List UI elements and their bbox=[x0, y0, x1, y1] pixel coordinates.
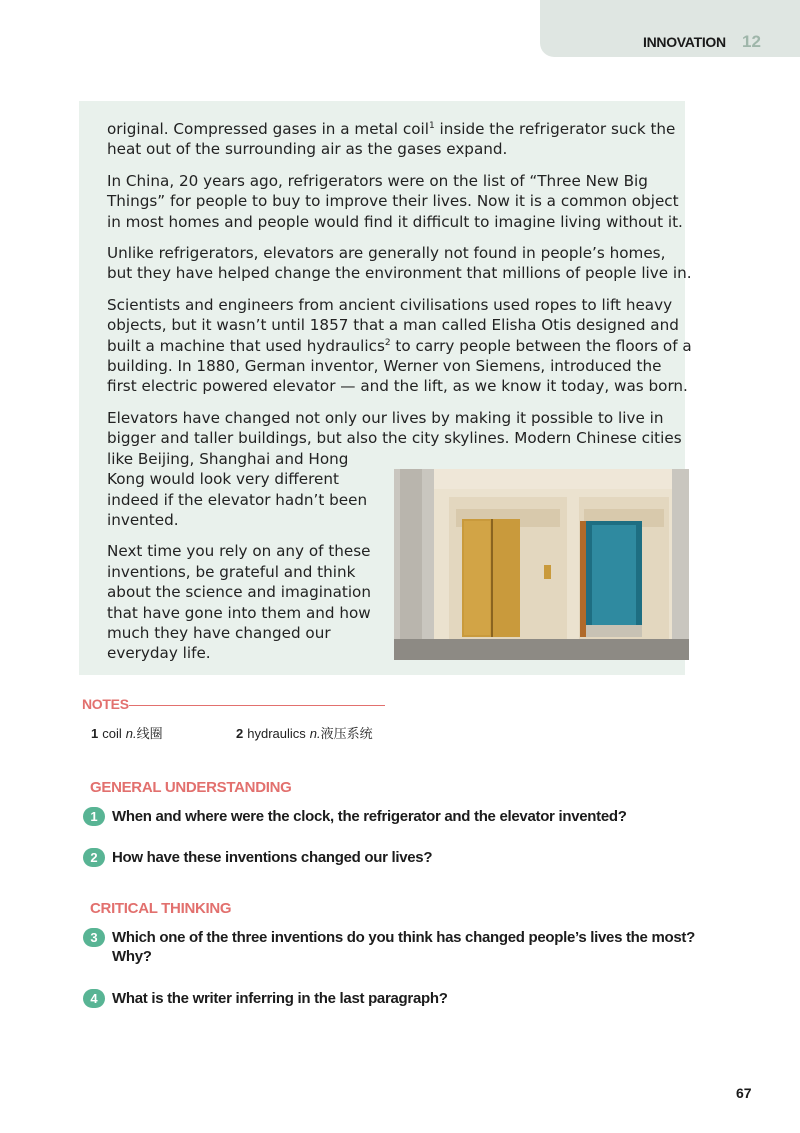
elevator-illustration bbox=[394, 469, 689, 660]
paragraph-1: original. Compressed gases in a metal coil$^1$ inside the refrigerator suck the heat out of the surrounding air as the gases expand. bbox=[107, 120, 676, 159]
paragraph-5-continued: like Beijing, Shanghai and Hong Kong would look very different indeed if the elevator hadn’t been invented. bbox=[107, 449, 368, 529]
question-number-badge: 1 bbox=[83, 807, 105, 826]
paragraph-3: Unlike refrigerators, elevators are generally not found in people’s homes, but they have helped change the environment that millions of people live in. bbox=[107, 244, 692, 283]
page-number: 67 bbox=[736, 1085, 752, 1101]
general-understanding-heading: GENERAL UNDERSTANDING bbox=[90, 779, 292, 796]
question-number-badge: 3 bbox=[83, 928, 105, 947]
paragraph-5: Elevators have changed not only our lives by making it possible to live in bigger and taller buildings, but also the city skylines. Modern Chinese cities bbox=[107, 408, 682, 448]
unit-number: 12 bbox=[742, 32, 761, 51]
notes-heading: NOTES bbox=[82, 696, 129, 712]
paragraph-2: In China, 20 years ago, refrigerators were on the list of “Three New Big Things” for people to buy to improve their lives. Now it is a common object in most homes and people would find it difficult to imagine living without it. bbox=[107, 171, 683, 231]
question-item bbox=[83, 848, 703, 867]
question-text: When and where were the clock, the refrigerator and the elevator invented? bbox=[112, 808, 627, 825]
question-number-badge: 2 bbox=[83, 848, 105, 867]
unit-title: INNOVATION bbox=[643, 34, 726, 50]
footnote-ref-2: 2 bbox=[384, 337, 391, 348]
question-text: How have these inventions changed our lives? bbox=[112, 849, 433, 866]
question-text: What is the writer inferring in the last paragraph? bbox=[112, 990, 448, 1007]
paragraph-4: Scientists and engineers from ancient civilisations used ropes to lift heavy objects, but it wasn’t until 1857 that a man called Elisha Otis designed and built a machine that used hydraulics$^2$ to carry people between the floors of a building. In 1880, German inventor, Werner von Siemens, introduced the first electric powered elevator — and the lift, as we know it today, was born. bbox=[107, 295, 692, 396]
question-item bbox=[83, 807, 703, 826]
question-item bbox=[83, 989, 703, 1008]
question-text: Which one of the three inventions do you think has changed people’s lives the most? Why? bbox=[112, 929, 695, 965]
note-item: 1 coil n.线圈 bbox=[91, 726, 163, 741]
notes-divider bbox=[129, 705, 385, 706]
question-item bbox=[83, 928, 703, 966]
elevator-photo bbox=[394, 469, 689, 660]
note-item: 2 hydraulics n.液压系统 bbox=[236, 726, 373, 741]
paragraph-6: Next time you rely on any of these inventions, be grateful and think about the science and imagination that have gone into them and how much they have changed our everyday life. bbox=[107, 542, 371, 663]
footnote-ref-1: 1 bbox=[428, 120, 435, 131]
critical-thinking-heading: CRITICAL THINKING bbox=[90, 900, 232, 917]
question-number-badge: 4 bbox=[83, 989, 105, 1008]
